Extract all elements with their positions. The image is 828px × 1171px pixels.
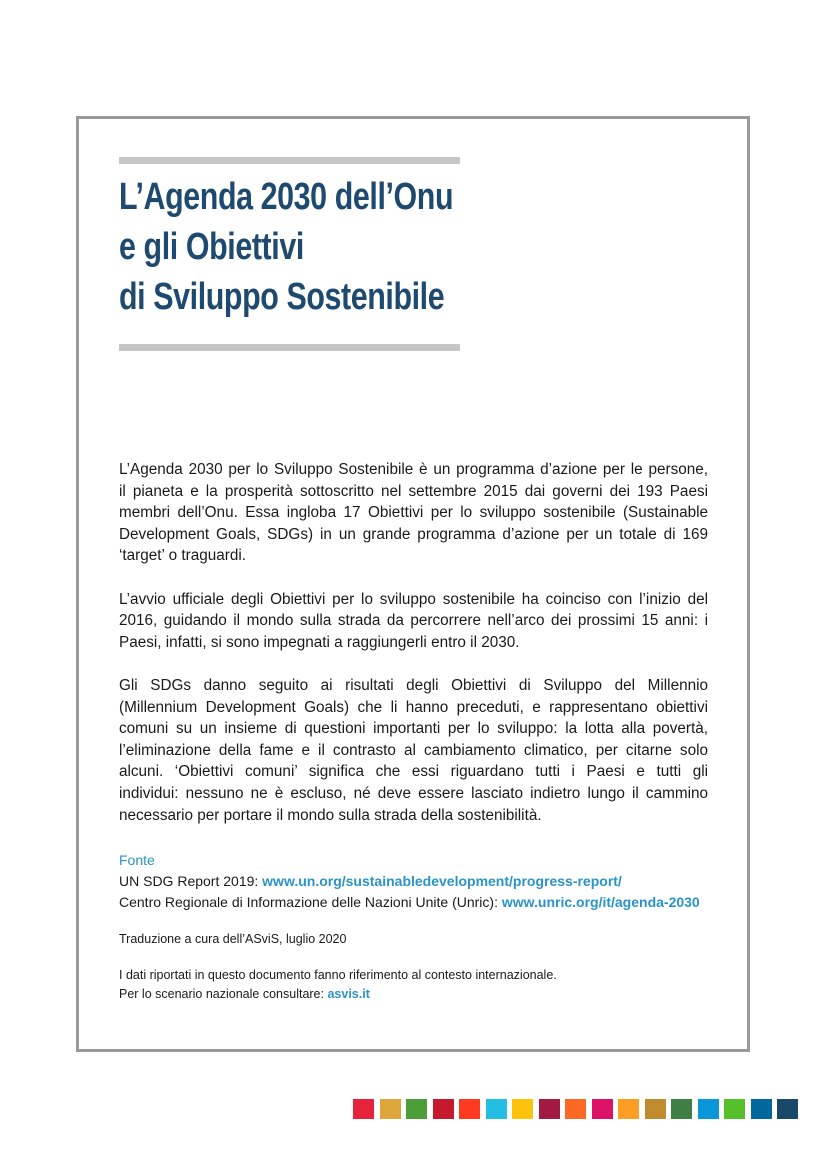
text-line: 2016, guidando il mondo sulla strada da percorrere nell’arco dei prossimi 15 anni: i	[119, 612, 708, 630]
translation-credit: Traduzione a cura dell’ASviS, luglio 2020	[119, 932, 347, 946]
title-top-rule	[119, 157, 460, 164]
sdg-square-6	[486, 1099, 507, 1119]
title-line: L’Agenda 2030 dell’Onu	[119, 176, 454, 218]
source-label: UN SDG Report 2019:	[119, 873, 263, 889]
sdg-square-5	[459, 1099, 480, 1119]
sources-section	[119, 850, 700, 1004]
text-line: comuni su un insieme di questioni importanti per lo sviluppo: la lotta alla povertà,	[119, 720, 708, 738]
paragraph	[119, 675, 708, 826]
text-line: Paesi, infatti, si sono impegnati a raggiungerli entro il 2030.	[119, 633, 520, 651]
note-line: I dati riportati in questo documento fanno riferimento al contesto internazionale.	[119, 968, 557, 982]
text-line: (Millennium Development Goals) che li hanno preceduti, e rappresentano obiettivi	[119, 698, 708, 716]
sdg-square-11	[618, 1099, 639, 1119]
text-line: alcuni. ‘Obiettivi comuni’ significa che essi riguardano tutti i Paesi e tutti gli	[119, 763, 708, 781]
sdg-square-12	[645, 1099, 666, 1119]
text-line: ‘target’ o traguardi.	[119, 547, 246, 565]
page-title	[119, 172, 455, 322]
sdg-color-strip	[353, 1099, 798, 1119]
sdg-square-10	[592, 1099, 613, 1119]
note-line	[119, 985, 700, 1004]
text-line: l’eliminazione della fame e il contrasto al cambiamento climatico, per citarne solo	[119, 741, 708, 759]
sources-heading: Fonte	[119, 852, 155, 868]
text-line: membri dell’Onu. Essa ingloba 17 Obiettivi per lo sviluppo sostenibile (Sustainable	[119, 504, 708, 522]
sdg-square-14	[698, 1099, 719, 1119]
sdg-square-15	[724, 1099, 745, 1119]
title-line: e gli Obiettivi	[119, 226, 304, 268]
text-line: L’avvio ufficiale degli Obiettivi per lo sviluppo sostenibile ha coinciso con l’inizio del	[119, 590, 708, 608]
source-item	[119, 892, 700, 913]
sdg-square-7	[512, 1099, 533, 1119]
text-line: Development Goals, SDGs) in un grande programma d’azione per un totale di 169	[119, 525, 708, 543]
sdg-square-2	[380, 1099, 401, 1119]
asvis-link[interactable]: asvis.it	[327, 987, 370, 1001]
sdg-square-3	[406, 1099, 427, 1119]
sdg-square-9	[565, 1099, 586, 1119]
source-link[interactable]: www.un.org/sustainabledevelopment/progress-report/	[262, 873, 622, 889]
sdg-square-8	[539, 1099, 560, 1119]
source-item	[119, 871, 700, 892]
sdg-square-17	[777, 1099, 798, 1119]
text-line: necessario per portare il mondo sulla strada della sostenibilità.	[119, 806, 542, 824]
paragraph	[119, 589, 708, 654]
title-bottom-rule	[119, 344, 460, 351]
text-line: il pianeta e la prosperità sottoscritto nel settembre 2015 dai governi dei 193 Paesi	[119, 482, 708, 500]
source-link[interactable]: www.unric.org/it/agenda-2030	[501, 894, 700, 910]
text-line: individui: nessuno ne è escluso, né deve essere lasciato indietro lungo il cammino	[119, 784, 708, 802]
sdg-square-16	[751, 1099, 772, 1119]
text-line: L’Agenda 2030 per lo Sviluppo Sostenibile è un programma d’azione per le persone,	[119, 461, 708, 478]
sdg-square-13	[671, 1099, 692, 1119]
text-line: Gli SDGs danno seguito ai risultati degli Obiettivi di Sviluppo del Millennio	[119, 676, 708, 694]
sdg-square-1	[353, 1099, 374, 1119]
body-text	[119, 459, 708, 848]
sdg-square-4	[433, 1099, 454, 1119]
source-label: Centro Regionale di Informazione delle Nazioni Unite (Unric):	[119, 894, 502, 910]
paragraph	[119, 459, 708, 567]
title-line: di Sviluppo Sostenibile	[119, 276, 445, 318]
note-text: Per lo scenario nazionale consultare:	[119, 987, 328, 1001]
